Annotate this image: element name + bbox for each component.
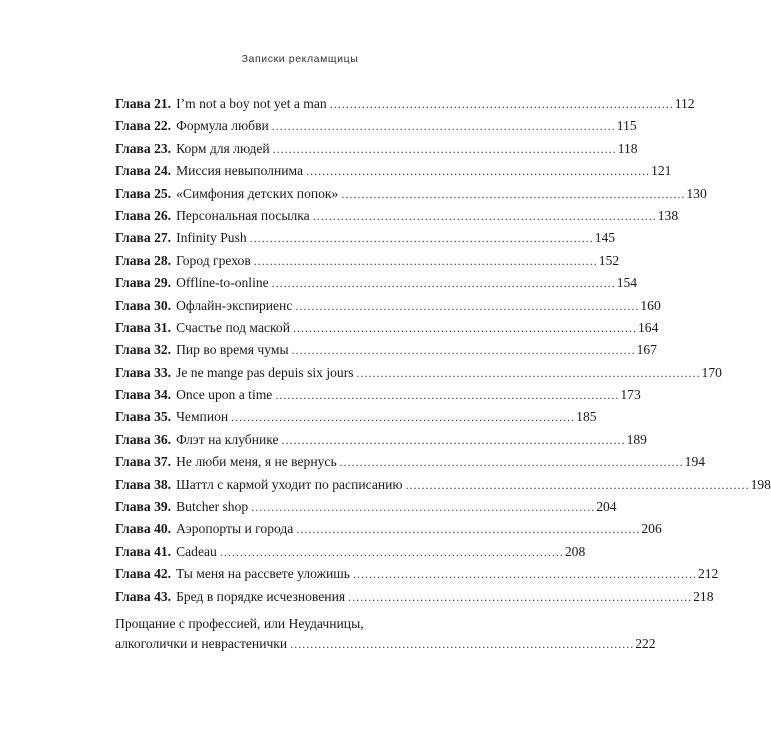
toc-entry: [115, 384, 641, 406]
toc-entry: [115, 272, 638, 294]
toc-entry: [115, 317, 659, 339]
toc-page-number: 145: [594, 230, 616, 246]
toc-chapter-title: I’m not a boy not yet a man: [176, 96, 327, 111]
toc-chapter-label: Глава 40.: [115, 521, 172, 537]
toc-leader-dots: [357, 362, 699, 384]
toc-leader-dots: [293, 317, 635, 339]
toc-chapter-title: Не люби меня, я не вернусь: [176, 454, 337, 470]
toc-entry: [115, 339, 657, 361]
toc-chapter-title: Offline-to-online: [176, 275, 269, 291]
toc-chapter-title: Корм для людей: [176, 140, 270, 156]
toc-page-number: 212: [697, 566, 719, 582]
toc-chapter-title: Ты меня на рассвете уложишь: [176, 566, 350, 582]
toc-page-number: 112: [674, 96, 695, 111]
toc-entry: [115, 295, 661, 317]
toc-page-number: 115: [616, 118, 637, 134]
running-header: Записки рекламщицы: [241, 53, 359, 65]
toc-chapter-label: Глава 35.: [115, 409, 172, 425]
toc-chapter-title: «Симфония детских попок»: [176, 185, 339, 201]
toc-chapter-label: Глава 30.: [115, 297, 172, 313]
toc-page-number: 185: [576, 409, 597, 425]
toc-entry: [115, 474, 771, 496]
toc-chapter-title: Once upon a time: [176, 387, 273, 403]
toc-leader-dots: [272, 115, 614, 137]
toc-entries: [115, 93, 771, 608]
toc-leader-dots: [353, 563, 695, 585]
toc-leader-dots: [348, 586, 690, 608]
toc-page-number: 118: [617, 140, 638, 156]
toc-chapter-title: Город грехов: [176, 252, 251, 268]
toc-chapter-label: Глава 43.: [115, 588, 172, 604]
toc-leader-dots: [254, 250, 596, 272]
toc-entry: [115, 362, 722, 384]
toc-page-number: 204: [596, 499, 617, 515]
toc-entry: [115, 227, 616, 249]
toc-entry: [115, 541, 586, 563]
toc-page-number: 130: [686, 185, 707, 201]
table-of-contents: [115, 93, 771, 654]
toc-chapter-title: Шаттл с кармой уходит по расписанию: [176, 476, 403, 492]
toc-leader-dots: [306, 160, 648, 182]
toc-page-number: 121: [651, 163, 672, 179]
toc-page-number: 170: [701, 364, 722, 380]
toc-chapter-label: Глава 33.: [115, 364, 172, 380]
toc-page-number: 154: [616, 275, 638, 291]
toc-page-number: 160: [640, 297, 661, 313]
toc-chapter-label: Глава 28.: [115, 252, 172, 268]
toc-chapter-title: Счастье под маской: [176, 319, 290, 335]
toc-leader-dots: [282, 429, 624, 451]
toc-chapter-title: Формула любви: [176, 118, 269, 134]
toc-leader-dots: [295, 295, 637, 317]
toc-leader-dots: [231, 406, 573, 428]
toc-chapter-label: Глава 29.: [115, 275, 172, 291]
toc-page-number: 218: [693, 588, 714, 604]
toc-chapter-title: Пир во время чумы: [176, 342, 289, 358]
toc-page-number: 189: [626, 431, 647, 447]
toc-entry: [115, 429, 647, 451]
toc-entry: [115, 138, 638, 160]
toc-chapter-label: Глава 27.: [115, 230, 172, 246]
toc-chapter-title: Бред в порядке исчезновения: [176, 588, 346, 604]
toc-leader-dots: [406, 474, 748, 496]
toc-chapter-label: Глава 38.: [115, 476, 172, 492]
toc-leader-dots: [340, 451, 682, 473]
toc-page-number: 167: [636, 342, 657, 358]
toc-leader-dots: [313, 205, 655, 227]
toc-final-line1: Прощание с профессией, или Неудачницы,: [115, 615, 364, 631]
toc-entry: [115, 205, 679, 227]
toc-chapter-label: Глава 22.: [115, 118, 172, 134]
toc-entry: [115, 496, 617, 518]
toc-leader-dots: [220, 541, 562, 563]
toc-final-entry: [115, 614, 656, 654]
toc-page-number: 164: [638, 319, 659, 335]
toc-chapter-title: Je ne mange pas depuis six jours: [176, 364, 354, 380]
toc-entry: [115, 115, 637, 137]
toc-chapter-label: Глава 25.: [115, 185, 172, 201]
toc-entry: [115, 451, 706, 473]
toc-chapter-title: Флэт на клубнике: [176, 431, 279, 447]
toc-page-number: 173: [620, 387, 641, 403]
toc-page-number: 206: [641, 521, 662, 537]
toc-entry: [115, 518, 662, 540]
toc-entry: [115, 250, 620, 272]
toc-chapter-title: Чемпион: [176, 409, 229, 425]
toc-page-number: 194: [684, 454, 706, 470]
toc-final-page: 222: [635, 635, 656, 651]
toc-page-number: 138: [657, 207, 679, 223]
toc-chapter-label: Глава 41.: [115, 543, 172, 559]
toc-leader-dots: [250, 227, 592, 249]
toc-entry: [115, 183, 707, 205]
toc-chapter-label: Глава 23.: [115, 140, 172, 156]
toc-entry: [115, 586, 714, 608]
toc-leader-dots: [272, 272, 614, 294]
toc-chapter-label: Глава 37.: [115, 454, 172, 470]
toc-chapter-title: Миссия невыполнима: [176, 163, 304, 179]
toc-chapter-label: Глава 39.: [115, 499, 172, 515]
toc-chapter-title: Butcher shop: [176, 499, 249, 515]
toc-page-number: 208: [564, 543, 586, 559]
toc-leader-dots: [330, 93, 672, 115]
toc-chapter-title: Аэропорты и города: [176, 521, 294, 537]
toc-chapter-label: Глава 36.: [115, 431, 172, 447]
toc-chapter-label: Глава 24.: [115, 163, 172, 179]
toc-chapter-label: Глава 31.: [115, 319, 172, 335]
toc-entry: [115, 160, 672, 182]
toc-chapter-title: Офлайн-экспириенс: [176, 297, 293, 313]
toc-leader-dots: [273, 138, 615, 160]
toc-chapter-label: Глава 21.: [115, 96, 172, 111]
toc-leader-dots: [290, 634, 632, 654]
toc-entry: [115, 93, 695, 115]
toc-leader-dots: [275, 384, 617, 406]
toc-chapter-label: Глава 42.: [115, 566, 172, 582]
toc-final-line2-row: [115, 634, 656, 654]
toc-chapter-title: Cadeau: [176, 543, 217, 559]
toc-chapter-title: Персональная посылка: [176, 207, 310, 223]
toc-leader-dots: [251, 496, 593, 518]
toc-leader-dots: [341, 183, 683, 205]
toc-leader-dots: [292, 339, 634, 361]
toc-chapter-label: Глава 26.: [115, 207, 172, 223]
toc-page-number: 198: [750, 476, 771, 492]
toc-chapter-title: Infinity Push: [176, 230, 247, 246]
toc-final-line2: алкоголички и неврастенички: [115, 635, 288, 651]
toc-entry: [115, 406, 597, 428]
toc-chapter-label: Глава 32.: [115, 342, 172, 358]
toc-leader-dots: [296, 518, 638, 540]
toc-chapter-label: Глава 34.: [115, 387, 172, 403]
toc-page-number: 152: [598, 252, 620, 268]
toc-entry: [115, 563, 719, 585]
